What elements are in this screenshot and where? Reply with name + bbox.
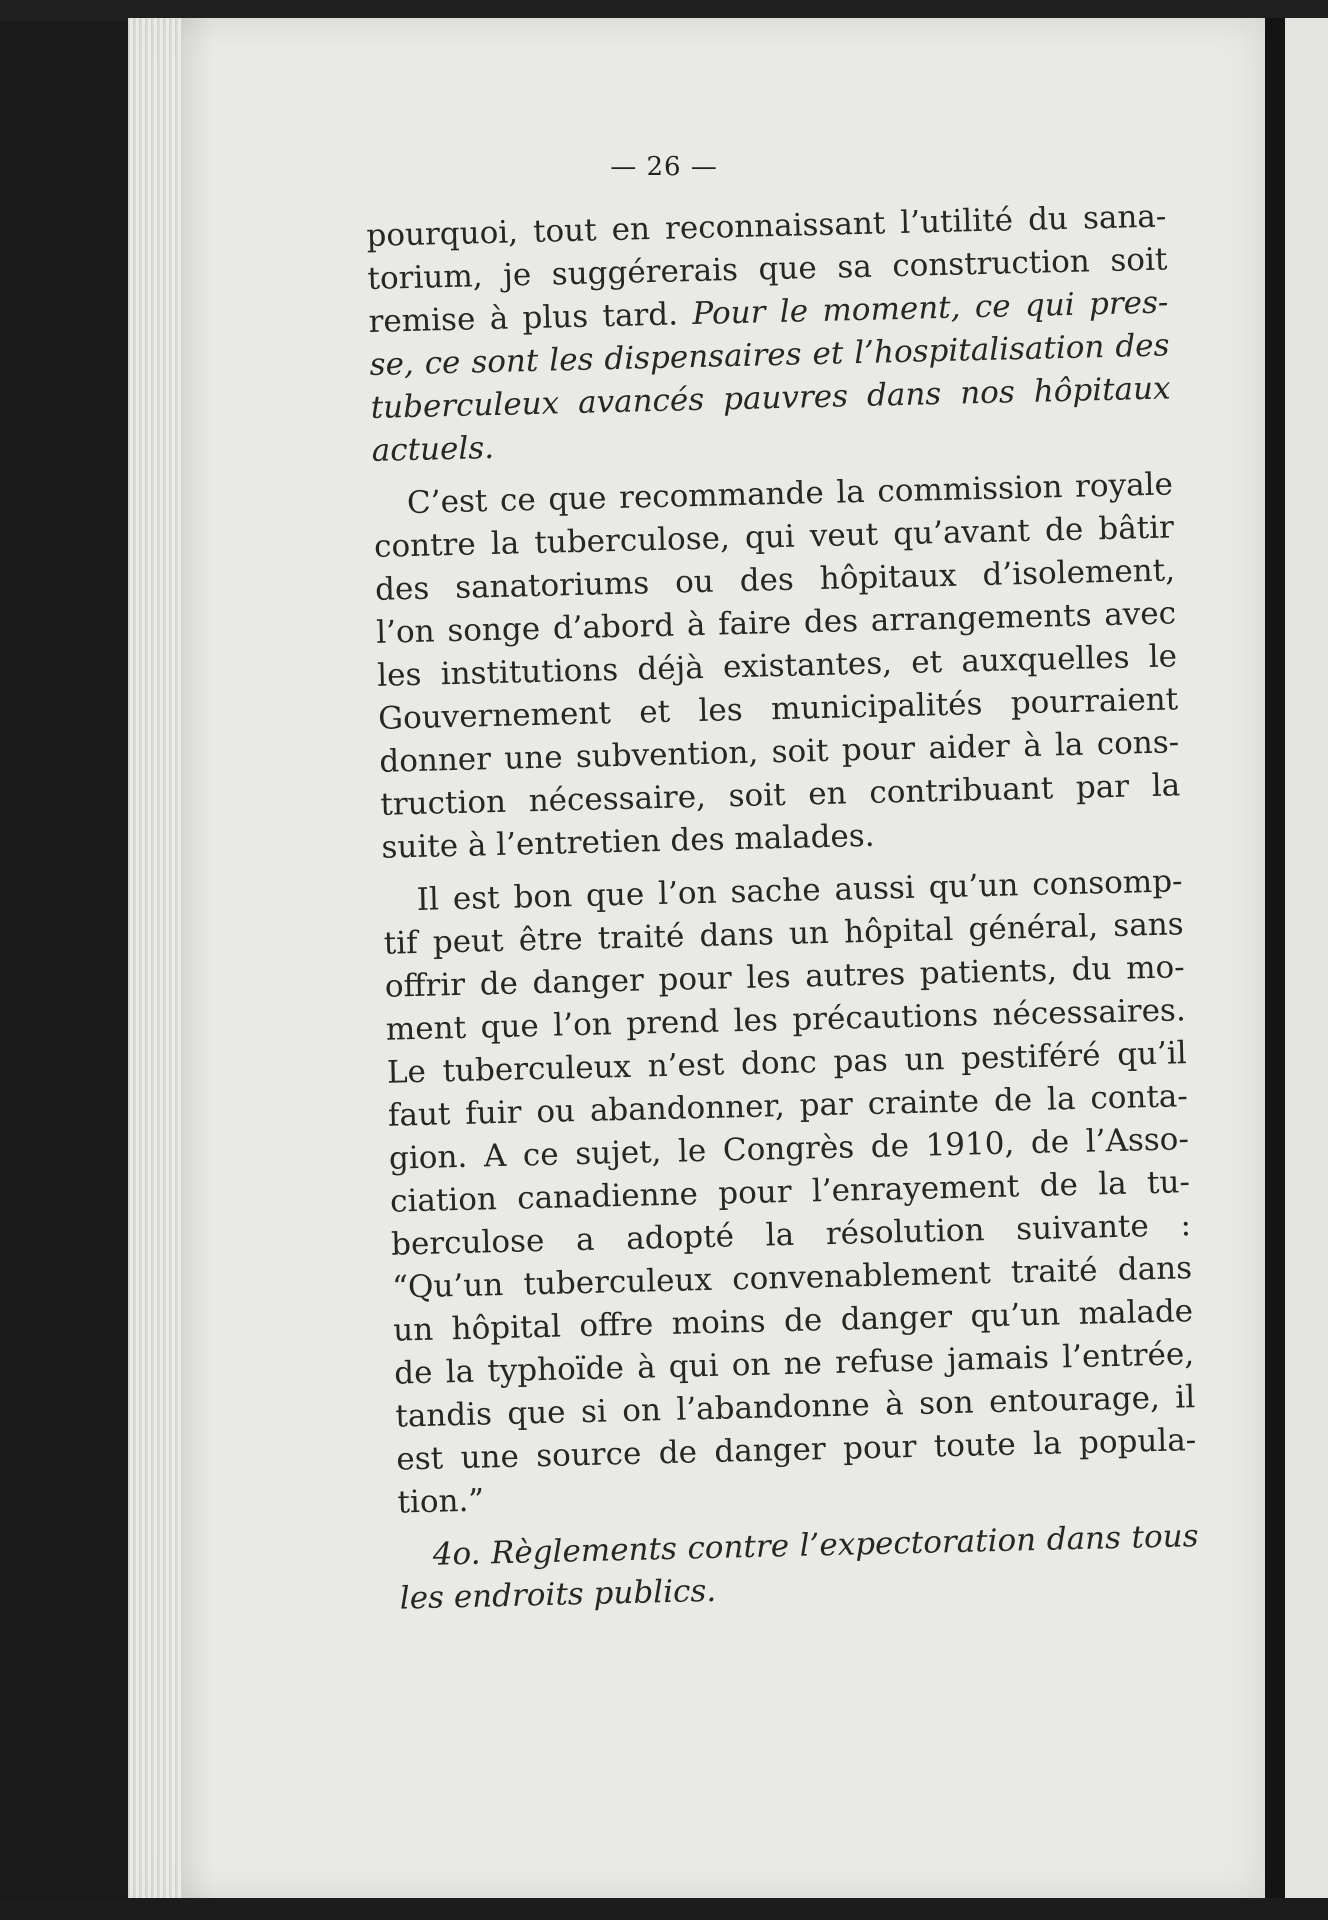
text-segment: Gouvernement et les municipalités pourraient [377,681,1179,737]
italic-text: 4o. [432,1535,492,1573]
page-edges [128,18,182,1900]
italic-text: Pour le moment, ce qui pres- [691,284,1169,333]
text-segment: truction nécessaire, soit en contribuant par la [379,767,1181,823]
text-segment: offrir de danger pour les autres patients, du mo- [384,949,1186,1005]
italic-text: actuels. [371,429,495,469]
text-segment: des sanatoriums ou des hôpitaux d’isolement, [374,552,1176,608]
text-segment: donner une subvention, soit pour aider à la cons- [378,724,1180,780]
scan-bottom-border [0,1898,1328,1920]
text-segment: contre la tuberculose, qui veut qu’avant de bâtir [373,509,1175,565]
text-segment: Il est bon que l’on sache aussi qu’un consomp- [416,863,1183,918]
italic-text: les endroits publics. [399,1572,717,1617]
text-segment: gion. A ce sujet, le Congrès de 1910, de l’Asso- [388,1121,1190,1177]
italic-text: Règlements contre l’expectoration dans tous [490,1518,1199,1572]
text-segment: est une source de danger pour toute la popula- [395,1422,1197,1478]
text-segment: berculose a adopté la résolution suivante : [390,1207,1192,1263]
text-segment: les institutions déjà existantes, et auxquelles le [376,638,1178,694]
text-segment: pourquoi, tout en reconnaissant l’utilité du sana- [366,198,1167,254]
text-segment: ciation canadienne pour l’enrayement de la tu- [389,1164,1191,1220]
text-segment: suite à l’entretien des malades. [381,817,875,866]
scan-right-border [1265,18,1285,1900]
text-segment: l’on songe d’abord à faire des arrangements avec [375,595,1177,651]
adjacent-page-edge [1285,18,1328,1900]
body-text [366,195,1200,1620]
text-segment: Le tuberculeux n’est donc pas un pestiféré qu’il [386,1035,1188,1091]
text-segment: ment que l’on prend les précautions nécessaires. [385,992,1187,1048]
text-segment: de la typhoïde à qui on ne refuse jamais l’entrée, [393,1336,1195,1392]
gutter-shadow [182,18,212,1900]
text-segment: “Qu’un tuberculeux convenablement traité dans [391,1250,1193,1306]
text-segment: tion.” [397,1482,485,1521]
text-segment: remise à plus tard. [368,296,693,340]
text-segment: un hôpital offre moins de danger qu’un malade [392,1293,1194,1349]
text-segment: torium, je suggérerais que sa construction soit [367,241,1168,297]
text-segment: faut fuir ou abandonner, par crainte de la conta- [387,1078,1189,1134]
italic-text: tuberculeux avancés pauvres dans nos hôpitaux [370,370,1171,426]
italic-text: se, ce sont les dispensaires et l’hospitalisation des [369,327,1170,383]
text-segment: tandis que si on l’abandonne à son entourage, il [394,1379,1196,1435]
text-segment: C’est ce que recommande la commission royale [406,466,1174,522]
text-segment: tif peut être traité dans un hôpital général, sans [383,906,1185,962]
page-number: — 26 — [610,152,718,182]
